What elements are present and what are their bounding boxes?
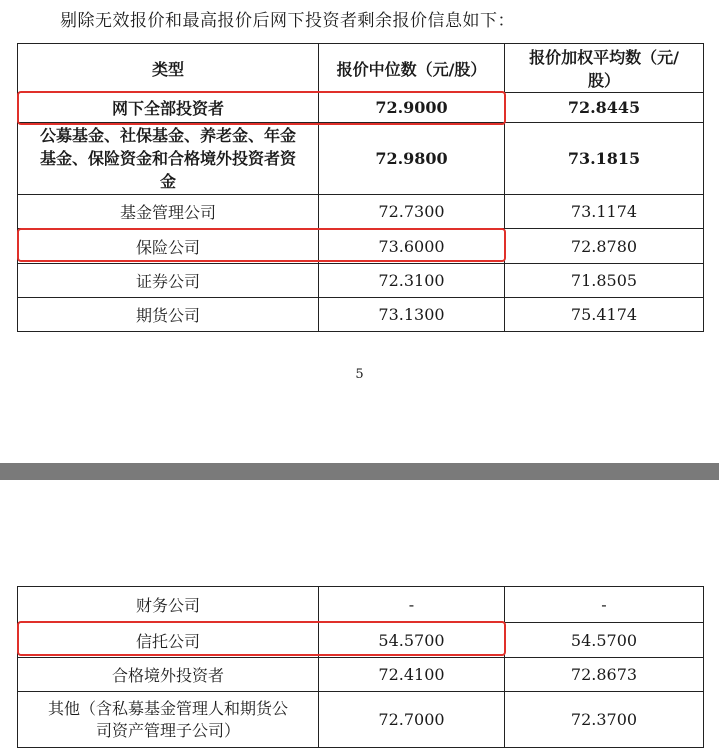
row-type-line3: 金 (159, 172, 176, 191)
header-median: 报价中位数（元/股） (319, 44, 505, 93)
row-type-line2: 司资产管理子公司） (95, 720, 240, 740)
quote-table-bottom (17, 586, 704, 748)
highlight-box-trust (17, 621, 506, 656)
row-median: 72.9000 (319, 93, 505, 123)
page-number: 5 (355, 367, 364, 382)
row-type: 期货公司 (18, 298, 319, 332)
row-median: 72.9800 (319, 123, 505, 195)
header-avg-line2: 股） (587, 71, 620, 90)
highlight-box-insurance (17, 228, 506, 262)
row-avg: 72.3700 (505, 692, 704, 748)
row-type: 网下全部投资者 (18, 93, 319, 123)
row-avg: 71.8505 (505, 264, 704, 298)
table-row (18, 298, 704, 332)
table-row (18, 264, 704, 298)
row-median: 54.5700 (319, 623, 505, 658)
table-row (18, 692, 704, 748)
row-type (18, 123, 319, 195)
row-median: 73.6000 (319, 229, 505, 264)
table-header-row (18, 44, 704, 93)
row-median: 72.4100 (319, 658, 505, 692)
row-avg: 72.8780 (505, 229, 704, 264)
row-type: 合格境外投资者 (18, 658, 319, 692)
page-break-divider (0, 463, 719, 480)
row-avg: - (505, 587, 704, 623)
row-type: 信托公司 (18, 623, 319, 658)
row-type-line2: 基金、保险资金和合格境外投资者资 (39, 149, 296, 168)
row-avg: 75.4174 (505, 298, 704, 332)
table-row (18, 658, 704, 692)
header-type: 类型 (18, 44, 319, 93)
table-row (18, 123, 704, 195)
row-avg: 72.8445 (505, 93, 704, 123)
row-median: 72.7000 (319, 692, 505, 748)
row-avg: 54.5700 (505, 623, 704, 658)
row-median: 72.7300 (319, 195, 505, 229)
row-type: 保险公司 (18, 229, 319, 264)
header-avg-line1: 报价加权平均数（元/ (529, 48, 679, 67)
highlight-box-all-investors (17, 91, 506, 125)
row-avg: 72.8673 (505, 658, 704, 692)
row-type-line1: 公募基金、社保基金、养老金、年金 (39, 126, 296, 145)
row-type: 财务公司 (18, 587, 319, 623)
row-median: 73.1300 (319, 298, 505, 332)
row-avg: 73.1815 (505, 123, 704, 195)
table-row (18, 587, 704, 623)
row-type-line1: 其他（含私募基金管理人和期货公 (47, 698, 288, 718)
row-median: 72.3100 (319, 264, 505, 298)
table-row (18, 195, 704, 229)
intro-text: 剔除无效报价和最高报价后网下投资者剩余报价信息如下： (60, 11, 515, 31)
row-avg: 73.1174 (505, 195, 704, 229)
quote-table-top (17, 43, 704, 332)
row-type: 基金管理公司 (18, 195, 319, 229)
row-type: 证券公司 (18, 264, 319, 298)
row-type (18, 692, 319, 748)
header-avg (505, 44, 704, 93)
row-median: - (319, 587, 505, 623)
